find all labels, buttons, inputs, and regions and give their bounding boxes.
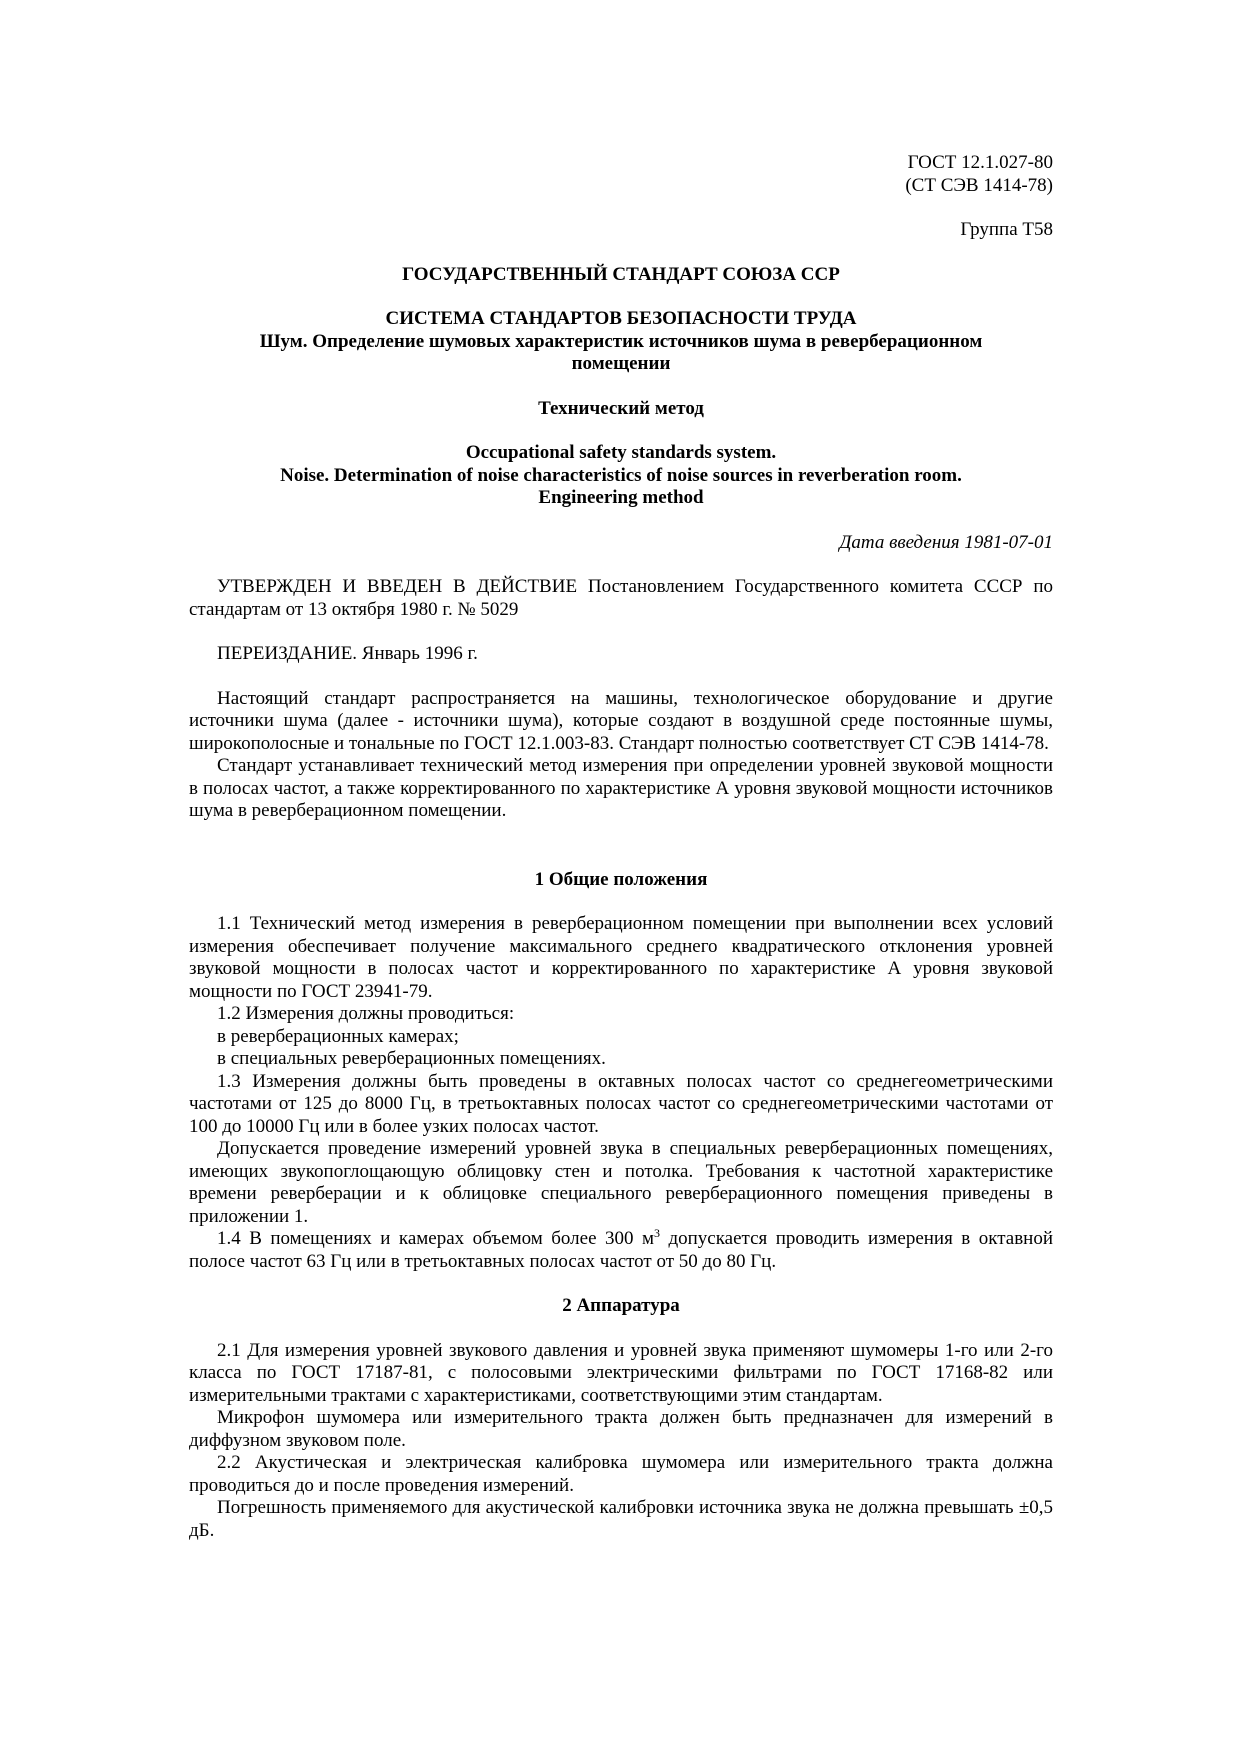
group-code: Группа Т58 xyxy=(960,219,1053,240)
clause-1-4-text-start: 1.4 В помещениях и камерах объемом более 300 м xyxy=(217,1228,654,1249)
approval-paragraph: УТВЕРЖДЕН И ВВЕДЕН В ДЕЙСТВИЕ Постановлением Государственного комитета СССР по стандартам от 13 октября 1980 г. № 5029 xyxy=(189,576,1053,620)
reissue-note: ПЕРЕИЗДАНИЕ. Январь 1996 г. xyxy=(217,643,478,664)
clause-2-1: 2.1 Для измерения уровней звукового давления и уровней звука применяют шумомеры 1-го или 2-го класса по ГОСТ 17187-81, с полосовыми электрическими фильтрами по ГОСТ 17168-82 или измерительными трактами с характеристиками, соответствующими этим стандартам. xyxy=(189,1339,1053,1406)
english-title-line2: Noise. Determination of noise characteristics of noise sources in reverberation room. xyxy=(280,464,962,486)
state-standard-title: ГОСУДАРСТВЕННЫЙ СТАНДАРТ СОЮЗА ССР xyxy=(402,263,840,285)
cubic-exponent: 3 xyxy=(653,1226,660,1240)
clause-1-1: 1.1 Технический метод измерения в реверберационном помещении при выполнении всех условий измерения обеспечивает получение максимального среднего квадратического отклонения уровней звуковой мощности в полосах частот и корректированного по характеристике А уровня звуковой мощности по ГОСТ 23941-79. xyxy=(189,913,1053,1002)
document-page xyxy=(189,152,1053,1542)
section-1-heading: 1 Общие положения xyxy=(534,868,708,890)
scope-paragraph-2: Стандарт устанавливает технический метод измерения при определении уровней звуковой мощности в полосах частот, а также корректированного по характеристике А уровня звуковой мощности источников шума в реверберационном помещении. xyxy=(189,755,1053,821)
scope-paragraph-1: Настоящий стандарт распространяется на машины, технологическое оборудование и другие источники шума (далее - источники шума), которые создают в воздушной среде постоянные шумы, широкополосные и тональные по ГОСТ 12.1.003-83. Стандарт полностью соответствует СТ СЭВ 1414-78. xyxy=(189,687,1053,754)
english-title-line3: Engineering method xyxy=(538,487,704,508)
clause-1-4 xyxy=(189,1228,1053,1273)
clause-1-2-item-a: в реверберационных камерах; xyxy=(217,1025,459,1047)
subject-title-line1: Шум. Определение шумовых характеристик источников шума в реверберационном xyxy=(259,330,983,352)
clause-2-2: 2.2 Акустическая и электрическая калибровка шумомера или измерительного тракта должна проводиться до и после проведения измерений. xyxy=(189,1452,1053,1496)
clause-1-4-text-end: допускается проводить измерения в октавной полосе частот 63 Гц или в третьоктавных полосах частот от 50 до 80 Гц. xyxy=(189,1228,1053,1272)
section-2-heading: 2 Аппаратура xyxy=(562,1295,680,1316)
clause-2-2-error: Погрешность применяемого для акустической калибровки источника звука не должна превышать ±0,5 дБ. xyxy=(189,1497,1053,1541)
st-sev-number: (СТ СЭВ 1414-78) xyxy=(905,174,1053,196)
introduction-date: Дата введения 1981-07-01 xyxy=(839,531,1053,553)
clause-1-2-item-b: в специальных реверберационных помещениях. xyxy=(217,1048,606,1069)
system-title: СИСТЕМА СТАНДАРТОВ БЕЗОПАСНОСТИ ТРУДА xyxy=(385,308,857,329)
clause-2-1-microphone: Микрофон шумомера или измерительного тракта должен быть предназначен для измерений в диффузном звуковом поле. xyxy=(189,1407,1053,1451)
subject-title-line2: помещении xyxy=(571,353,671,374)
clause-1-2: 1.2 Измерения должны проводиться: xyxy=(217,1003,515,1024)
english-title-line1: Occupational safety standards system. xyxy=(465,442,777,463)
clause-1-3-note: Допускается проведение измерений уровней звука в специальных реверберационных помещениях, имеющих звукопоглощающую облицовку стен и потолка. Требования к частотной характеристике времени реверберации и к облицовке специального реверберационного помещения приведены в приложении 1. xyxy=(189,1138,1053,1227)
gost-number: ГОСТ 12.1.027-80 xyxy=(907,152,1053,173)
method-title: Технический метод xyxy=(538,397,704,419)
clause-1-3: 1.3 Измерения должны быть проведены в октавных полосах частот со среднегеометрическими частотами от 125 до 8000 Гц, в третьоктавных полосах частот со среднегеометрическими частотами от 100 до 10000 Гц или в более узких полосах частот. xyxy=(189,1070,1053,1137)
